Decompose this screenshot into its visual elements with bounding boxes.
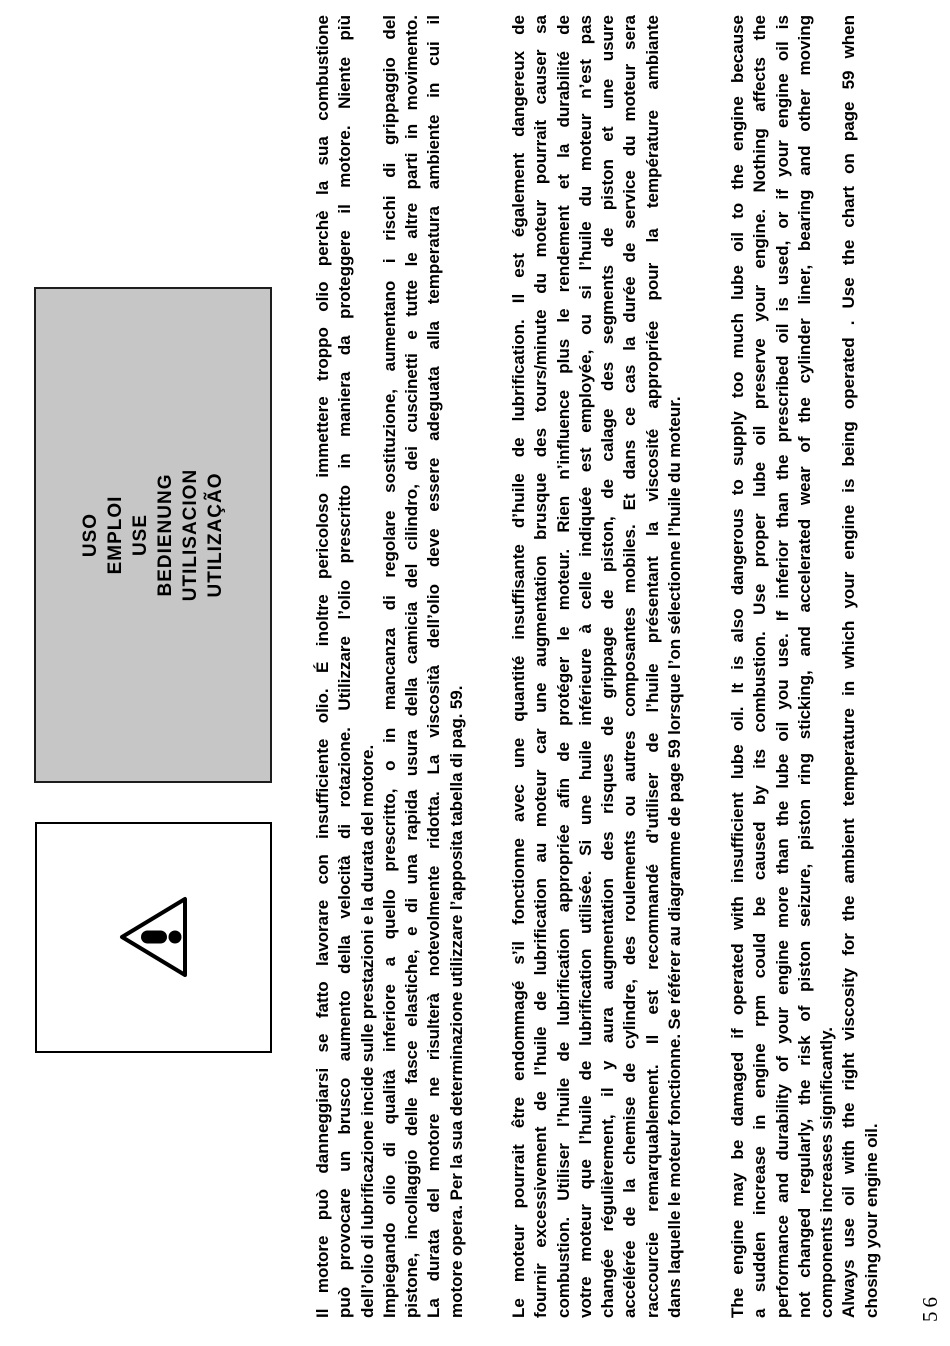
text-line: La durata del motore ne risulterà notevolmente ridotta. La viscosità dell’olio deve essere adeguata alla temperatura ambiente in cui il bbox=[424, 15, 444, 1318]
title-label: UTILISACION bbox=[180, 468, 201, 602]
title-label: BEDIENUNG bbox=[155, 473, 176, 597]
text-line: raccourcie remarquablement. Il est recommandé d’utiliser de l’huile présentant la viscosité appropriée pour la température ambiante bbox=[642, 15, 662, 1318]
title-label: USO bbox=[80, 512, 101, 558]
text-line: dell’olio di lubrificazione incide sulle prestazioni e la durata del motore. bbox=[357, 744, 377, 1318]
paragraph-english bbox=[727, 15, 883, 1318]
text-line: accélérée de la chemise de cylindre, des roulements ou autres composantes mobiles. Et dans ce cas la durée de service du moteur sera bbox=[620, 15, 640, 1318]
text-line: Always use oil with the right viscosity for the ambient temperature in which your engine is being operated . Use the chart on page 59 when bbox=[839, 15, 859, 1318]
warning-triangle-exclamation-icon bbox=[117, 895, 191, 981]
title-label: UTILIZAÇÃO bbox=[205, 472, 226, 598]
text-line: a sudden increase in engine rpm could be caused by its combustion. Use proper lube oil preserve your engine. Nothing affects the bbox=[750, 15, 770, 1318]
text-line: motore opera. Per la sua determinazione utilizzare l’apposita tabella di pag. 59. bbox=[446, 685, 466, 1318]
text-line: performance and durability of your engine more than the lube oil you use. If inferior than the prescribed oil is used, or if your engine oil is bbox=[772, 15, 792, 1318]
warning-box bbox=[35, 822, 272, 1053]
text-line: votre moteur que l’huile de lubrification utilisée. Si une huile inférieure à celle indiquée est employée, ou si l’huile du moteur n’est pas bbox=[575, 15, 595, 1318]
text-line: fournir excessivement de l’huile de lubrification au moteur car une augmentation brusque des tours/minute du moteur pourrait causer sa bbox=[531, 15, 551, 1318]
text-line: combustion. Utiliser l’huile de lubrification appropriée afin de protéger le moteur. Rien n’influence plus le rendement et la durabilité de bbox=[553, 15, 573, 1318]
page-number: 56 bbox=[918, 1293, 942, 1322]
text-line: Le moteur pourrait être endommagé s’il fonctionne avec une quantité insuffisante d’huile de lubrification. Il est également dangereux de bbox=[509, 15, 528, 1318]
text-line: pistone, incollaggio delle fasce elastiche, e di una rapida usura della camicia del cilindro, dei cuscinetti e tutte le altre parti in movimento. bbox=[402, 15, 422, 1318]
text-line: dans laquelle le moteur fonctionne. Se référer au diagramme de page 59 lorsque l’on sélectionne l’huile du moteur. bbox=[665, 396, 685, 1318]
title-box bbox=[34, 287, 272, 783]
text-line: chosing your engine oil. bbox=[861, 1123, 881, 1318]
text-line: components increases significantly. bbox=[817, 1026, 837, 1318]
text-line: The engine may be damaged if operated with insufficient lube oil. It is also dangerous to supply too much lube oil to the engine because bbox=[728, 15, 747, 1318]
paragraph-italian bbox=[312, 15, 468, 1318]
text-line: Il motore può danneggiarsi se fatto lavorare con insufficiente olio. É inoltre pericoloso immettere troppo olio perchè la sua combustione bbox=[313, 15, 332, 1318]
text-block bbox=[312, 15, 912, 1318]
title-label: EMPLOI bbox=[105, 495, 126, 575]
text-line: not changed regularly, the risk of piston seizure, piston ring sticking, and accelerated wear of the cylinder liner, bearing and other moving bbox=[794, 15, 814, 1318]
text-line: Impiegando olio di qualità inferiore a quello prescritto, o in mancanza di regolare sostituzione, aumentano i rischi di grippaggio del bbox=[379, 15, 399, 1318]
paragraph-french bbox=[508, 15, 686, 1318]
text-line: changée régulièrement, il y aura augmentation des risques de grippage de piston, de calage des segments de piston et une usure bbox=[598, 15, 618, 1318]
text-line: può provocare un brusco aumento della velocità di rotazione. Utilizzare l’olio prescritto in maniera da proteggere il motore. Niente più bbox=[335, 15, 355, 1318]
title-label: USE bbox=[130, 513, 151, 557]
